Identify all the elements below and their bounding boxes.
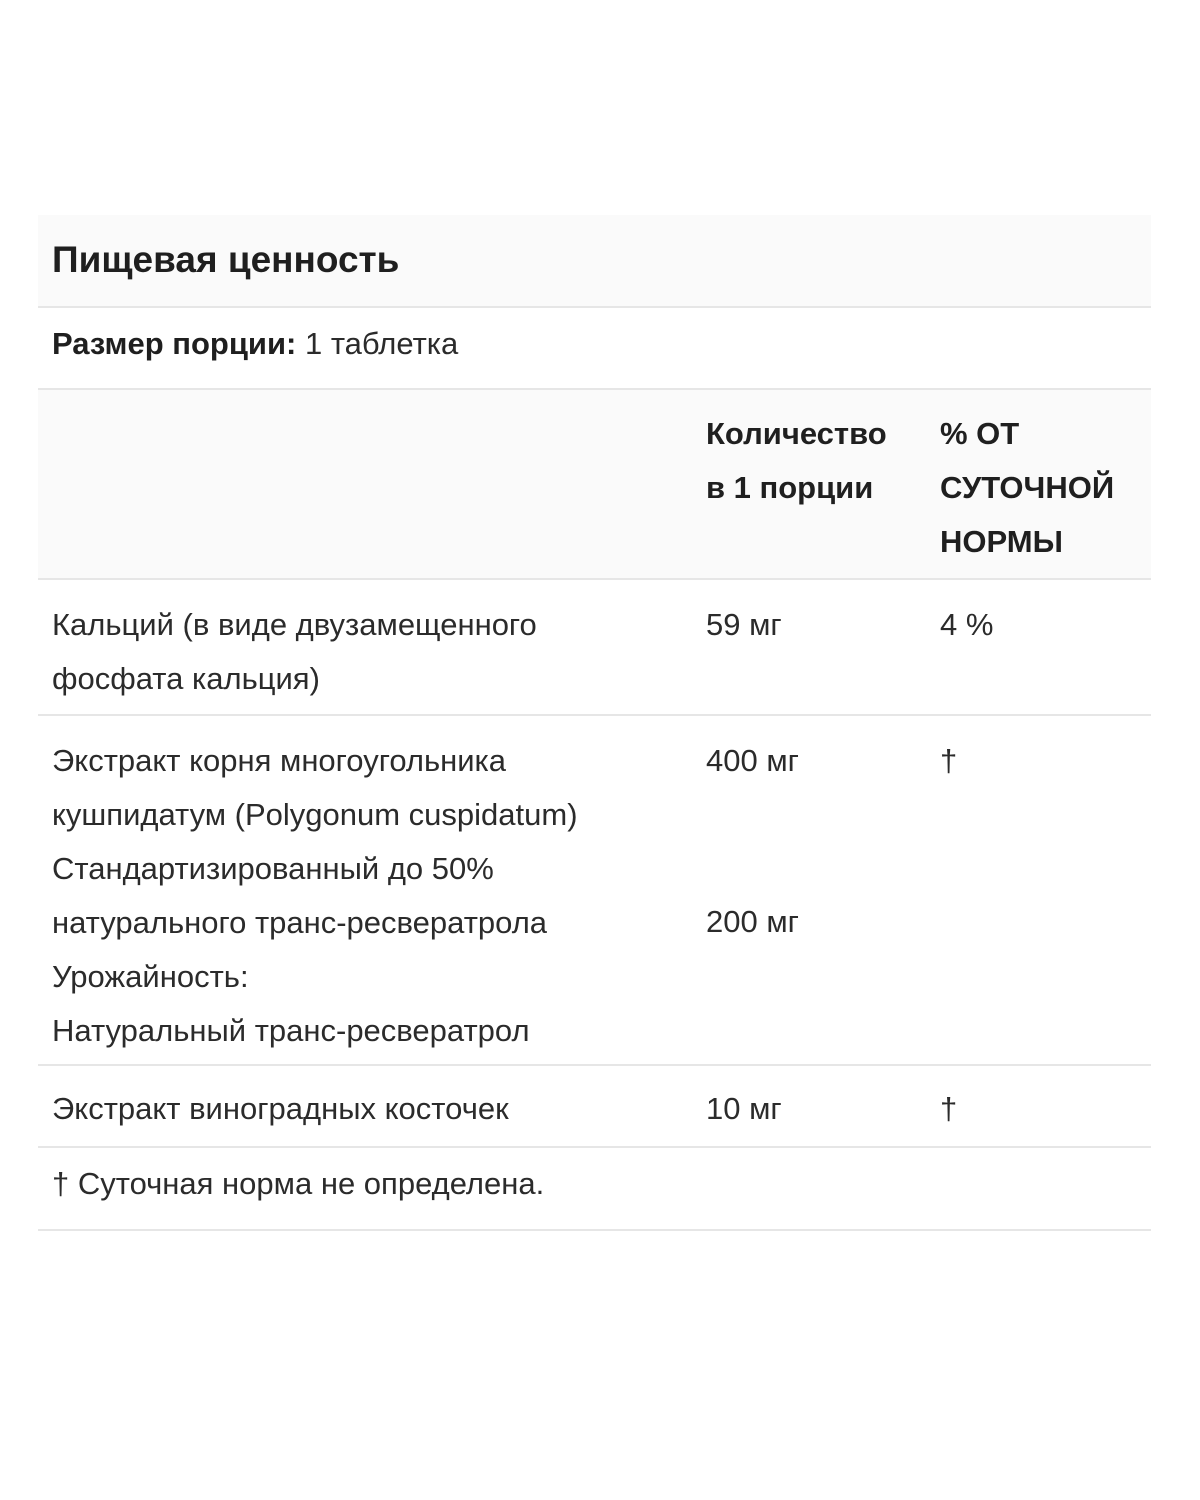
table-row	[38, 1066, 1151, 1148]
daily-value-column-header: % ОТ СУТОЧНОЙ НОРМЫ	[940, 416, 1115, 559]
page-title: Пищевая ценность	[52, 239, 400, 280]
nutrient-amount: 59 мг	[706, 607, 782, 642]
footnote: † Суточная норма не определена.	[52, 1166, 545, 1201]
nutrient-daily-value: 4 %	[940, 607, 994, 642]
nutrient-name: Кальций (в виде двузамещенного фосфата кальция)	[52, 607, 537, 696]
nutrient-name: Экстракт виноградных косточек	[52, 1091, 509, 1126]
table-header-row	[38, 390, 1151, 580]
serving-size	[52, 326, 458, 362]
footnote-row	[38, 1148, 1151, 1231]
nutrient-amount: 10 мг	[706, 1091, 782, 1126]
serving-size-row	[38, 308, 1151, 390]
nutrient-amount-secondary: 200 мг	[706, 904, 799, 939]
nutrient-daily-value: †	[940, 1091, 958, 1126]
nutrient-amount: 400 мг	[706, 743, 799, 778]
table-row	[38, 716, 1151, 1066]
nutrient-name: Экстракт корня многоугольника кушпидатум (Polygonum cuspidatum) Стандартизированный до 50% натурального транс-ресвератрола Урожайность: Натуральный транс-ресвератрол	[52, 743, 578, 1048]
amount-column-header: Количество в 1 порции	[706, 416, 887, 505]
serving-size-label: Размер порции:	[52, 326, 297, 361]
table-row	[38, 580, 1151, 716]
nutrition-facts-panel	[38, 215, 1151, 1231]
title-row	[38, 215, 1151, 308]
nutrient-daily-value: †	[940, 743, 958, 778]
serving-size-value: 1 таблетка	[304, 326, 459, 361]
